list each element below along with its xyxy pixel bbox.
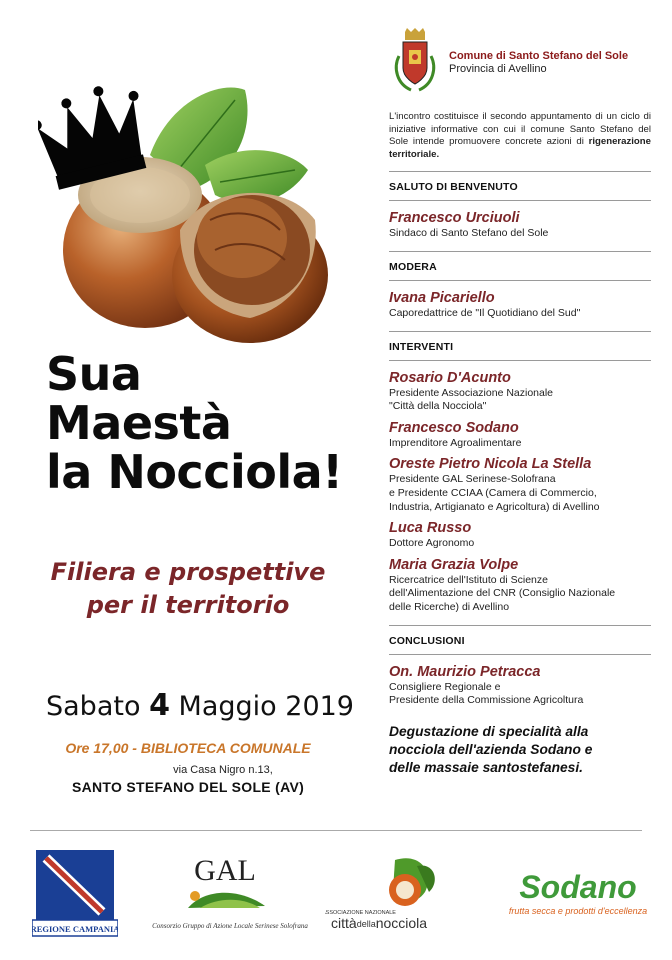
- program-column: [389, 28, 651, 777]
- date-day: 4: [149, 688, 170, 723]
- headline-line-2: Maestà: [46, 396, 232, 450]
- gal-title: GAL: [194, 854, 256, 887]
- divider: [389, 171, 651, 172]
- date-weekday: Sabato: [46, 691, 141, 722]
- comune-name: Comune di Santo Stefano del Sole: [449, 50, 629, 62]
- section-modera: MODERA: [389, 260, 437, 273]
- section-conclusioni: CONCLUSIONI: [389, 634, 465, 647]
- speaker-name: Francesco Sodano: [389, 419, 519, 436]
- venue-city: SANTO STEFANO DEL SOLE (AV): [71, 779, 305, 795]
- sodano-wordmark: Sodano: [519, 869, 637, 905]
- closing-line-2: nocciola dell'azienda Sodano e: [389, 741, 593, 757]
- crown-icon: [38, 80, 148, 190]
- comune-province: Provincia di Avellino: [449, 63, 547, 75]
- coat-of-arms-icon: [389, 28, 441, 94]
- intro-text: [389, 111, 651, 161]
- citta-small-label: ASSOCIAZIONE NAZIONALE: [325, 910, 396, 916]
- divider: [389, 280, 651, 281]
- speaker: [389, 420, 651, 451]
- divider: [389, 625, 651, 626]
- date-month-year: Maggio 2019: [178, 691, 354, 722]
- speaker-role: Ricercatrice dell'Istituto di Scienze: [389, 573, 548, 586]
- section-interventi: INTERVENTI: [389, 340, 454, 353]
- divider: [389, 251, 651, 252]
- citta-word: cittàdellanocciola: [331, 915, 428, 931]
- speaker-role: "Città della Nocciola": [389, 400, 487, 413]
- speaker-role: delle Ricerche) di Avellino: [389, 600, 510, 613]
- gal-subtitle: Consorzio Gruppo di Azione Locale Serinese Solofrana: [152, 922, 308, 930]
- speaker-role: Dottore Agronomo: [389, 537, 475, 550]
- speaker-name: Rosario D'Acunto: [389, 369, 511, 386]
- venue-street: via Casa Nigro n.13,: [173, 764, 273, 776]
- speaker: [389, 370, 651, 414]
- closing-line-1: Degustazione di specialità alla: [389, 723, 589, 739]
- speaker: [389, 520, 651, 551]
- speaker-role: e Presidente CCIAA (Camera di Commercio,: [389, 486, 597, 499]
- closing-note: [389, 723, 651, 777]
- speaker-role: dell'Alimentazione del CNR (Consiglio Nazionale: [389, 587, 616, 600]
- subtitle-line-1: Filiera e prospettive: [50, 558, 326, 586]
- speaker-role: Presidente della Commissione Agricoltura: [389, 694, 584, 707]
- section-saluto: SALUTO DI BENVENUTO: [389, 181, 518, 194]
- divider: [389, 200, 651, 201]
- speaker-role: Consigliere Regionale e: [389, 680, 501, 693]
- speaker-name: On. Maurizio Petracca: [389, 663, 541, 680]
- citta-della-nocciola-logo: [325, 852, 485, 934]
- subtitle: [20, 556, 356, 622]
- speaker-name: Maria Grazia Volpe: [389, 556, 519, 573]
- event-date: [46, 688, 354, 723]
- divider: [389, 331, 651, 332]
- speaker-role: Industria, Artigianato e Agricoltura) di Avellino: [389, 500, 600, 513]
- gal-logo: [150, 848, 310, 934]
- hazelnut-hero-image: [30, 70, 340, 345]
- divider: [389, 360, 651, 361]
- speaker-role: Presidente GAL Serinese-Solofrana: [389, 473, 556, 486]
- intro-body: L'incontro costituisce il secondo appuntamento di un ciclo di iniziative informative con cui il comune Santo Stefano del Sole intende promuovere concrete azioni di: [389, 111, 651, 148]
- speaker-name: Luca Russo: [389, 520, 472, 537]
- speaker-name: Oreste Pietro Nicola La Stella: [389, 456, 592, 473]
- sodano-logo: [503, 864, 653, 924]
- speaker-role: Caporedattrice de "Il Quotidiano del Sud": [389, 306, 581, 319]
- comune-header: [389, 28, 651, 94]
- subtitle-line-2: per il territorio: [86, 591, 290, 619]
- regione-campania-logo: [32, 850, 118, 938]
- speaker: [389, 456, 651, 514]
- speaker-role: Imprenditore Agroalimentare: [389, 436, 522, 449]
- speaker-name: Ivana Picariello: [389, 289, 495, 306]
- speaker: [389, 557, 651, 615]
- speaker-name: Francesco Urciuoli: [389, 210, 520, 227]
- venue: [20, 740, 356, 795]
- speaker-role: Sindaco di Santo Stefano del Sole: [389, 227, 549, 240]
- footer-divider: [30, 830, 642, 831]
- headline: [46, 347, 343, 499]
- intro-bold: rigenerazione territoriale.: [389, 136, 651, 160]
- speaker-role: Presidente Associazione Nazionale: [389, 386, 554, 399]
- venue-time: Ore 17,00 - BIBLIOTECA COMUNALE: [65, 740, 311, 756]
- sodano-tagline: frutta secca e prodotti d'eccellenza: [508, 906, 648, 916]
- headline-line-1: Sua: [46, 347, 142, 401]
- divider: [389, 654, 651, 655]
- headline-line-3: la Nocciola!: [46, 445, 343, 499]
- closing-line-3: delle massaie santostefanesi.: [389, 759, 584, 775]
- regione-label: REGIONE CAMPANIA: [32, 924, 118, 934]
